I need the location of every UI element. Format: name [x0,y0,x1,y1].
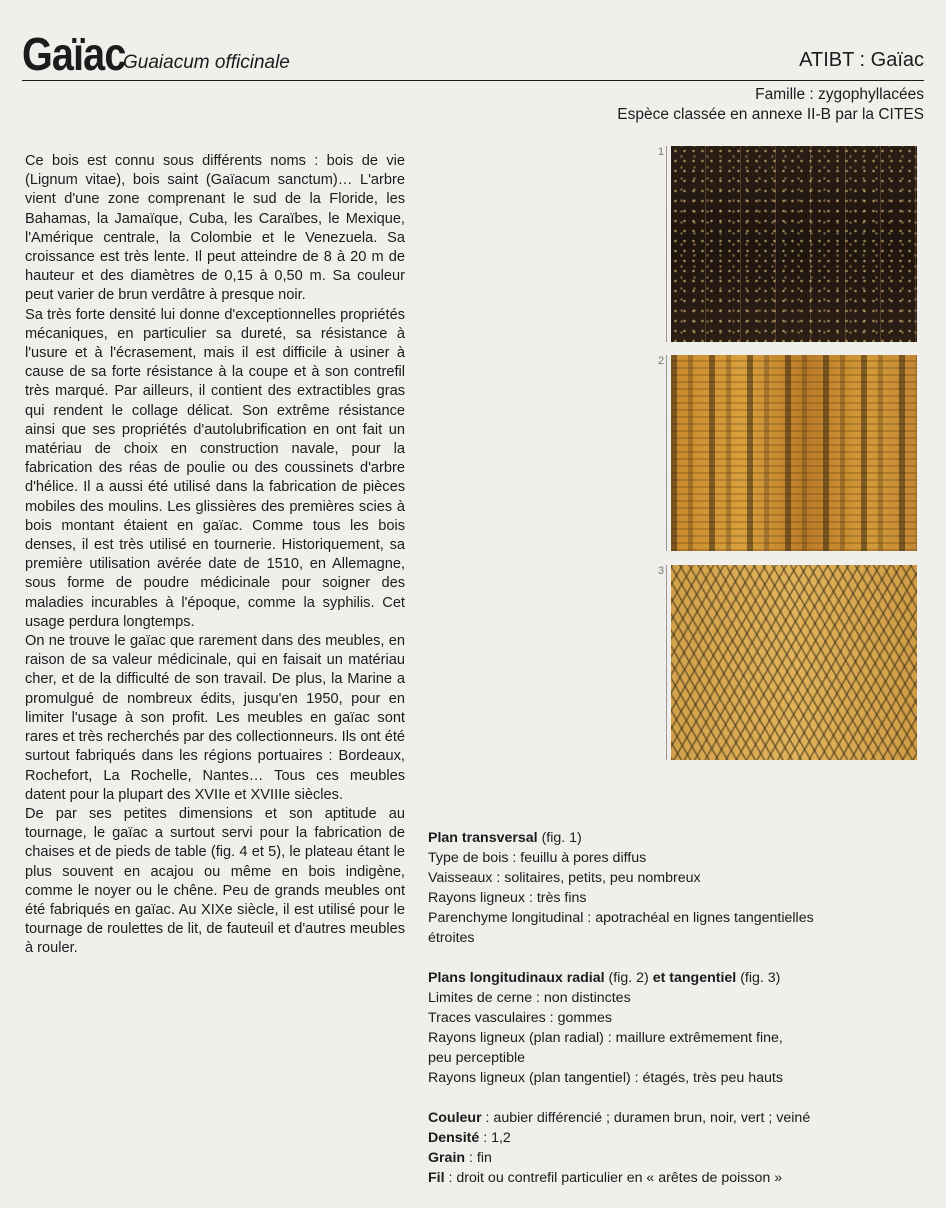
property-value: : aubier différencié ; duramen brun, noir, vert ; veiné [481,1110,811,1126]
wood-image-radial [671,355,917,551]
property-label: Densité [428,1130,480,1146]
spec-line: Rayons ligneux (plan radial) : maillure extrêmement fine, [428,1030,783,1046]
figure-number-2: 2 [658,355,665,367]
figure-ref: (fig. 2) [604,970,653,986]
paragraph-3: On ne trouve le gaïac que rarement dans des meubles, en raison de sa valeur médicinale, qui en faisait un matériau cher, et de la difficulté de son travail. De plus, la Marine a promulgué de nombreux édits, jusqu'en 1950, pour en limiter l'usage à son profit. Les meubles en gaïac sont rares et très recherchés par des collectionneurs. Ils ont été surtout fabriqués dans les régions portuaires : Bordeaux, Rochefort, La Rochelle, Nantes… Tous ces meubles datent pour la plupart des XVIIe et XVIIIe siècles. [25,633,405,803]
species-meta [617,85,924,125]
spec-line: Rayons ligneux : très fins [428,890,587,906]
property-grain [428,1148,788,1168]
property-value: : droit ou contrefil particulier en « arêtes de poisson » [444,1170,783,1186]
spec-line: Parenchyme longitudinal : apotrachéal en lignes tangentielles [428,910,814,926]
heading-bold: Plans longitudinaux radial [428,970,605,986]
property-densite [428,1128,788,1148]
summary-properties-block [428,1108,811,1188]
spec-line: Limites de cerne : non distinctes [428,990,631,1006]
spec-line: Traces vasculaires : gommes [428,1010,612,1026]
heading-bold: Plan transversal [428,830,538,846]
figure-number-1: 1 [658,146,665,158]
heading-bold: et tangentiel [652,970,737,986]
atibt-name: ATIBT : Gaïac [799,49,924,71]
property-label: Fil [428,1170,445,1186]
paragraph-1: Ce bois est connu sous différents noms : bois de vie (Lignum vitae), bois saint (Gaïacum sanctum)… L'arbre vient d'une zone comprenant le sud de la Floride, les Bahamas, la Jamaïque, Cuba, les Caraïbes, le Mexique, l'Amérique centrale, la Colombie et le Venezuela. Sa croissance est très lente. Il peut atteindre de 8 à 20 m de hauteur et des diamètres de 0,15 à 0,50 m. Sa couleur peut varier de brun verdâtre à presque noir. [25,153,405,304]
figure-number-3: 3 [658,565,665,577]
property-couleur [428,1108,811,1128]
property-fil [428,1168,788,1188]
wood-image-transverse [671,146,917,342]
wood-properties [428,828,814,1208]
spec-line: Vaisseaux : solitaires, petits, peu nombreux [428,870,701,886]
figure-ref: (fig. 3) [736,970,781,986]
figure-ref: (fig. 1) [537,830,582,846]
spec-line: peu perceptible [428,1050,526,1066]
property-value: : 1,2 [479,1130,511,1146]
page-header [22,30,924,81]
property-label: Grain [428,1150,466,1166]
plan-transversal-block [428,828,814,948]
cites-label: Espèce classée en annexe II-B par la CITES [617,106,924,123]
wood-image-tangential [671,565,917,760]
plans-longitudinaux-heading [428,968,788,988]
figure-divider-1 [666,146,667,342]
plan-transversal-heading [428,828,788,848]
property-value: : fin [465,1150,492,1166]
figure-divider-2 [666,355,667,551]
property-label: Couleur [428,1110,482,1126]
spec-line: Type de bois : feuillu à pores diffus [428,850,647,866]
family-label: Famille : zygophyllacées [755,86,924,103]
paragraph-4: De par ses petites dimensions et son aptitude au tournage, le gaïac a surtout servi pour la fabrication de chaises et de pieds de table (fig. 4 et 5), le plateau étant le plus souvent en acajou ou même en bois indigène, comme le noyer ou le chêne. Peu de grands meubles ont été fabriqués en gaïac. Au XIXe siècle, il est utilisé pour le tournage de roulettes de lit, de fauteuil et d'autres meubles à rouler. [25,805,405,957]
figure-divider-3 [666,565,667,760]
scientific-name: Guaiacum officinale [123,52,290,73]
page-title: Gaïac [22,28,126,80]
paragraph-2: Sa très forte densité lui donne d'exceptionnelles propriétés mécaniques, en particulier sa dureté, sa résistance à l'usure et à l'écrasement, mais il est difficile à usiner à cause de sa forte résistance à la coupe et à son contrefil très marqué. Par ailleurs, il contient des extractibles gras qui rendent le collage délicat. Son extrême résistance ainsi que ses propriétés d'autolubrification en ont fait un matériau de choix en construction navale, pour la fabrication des réas de poulie ou des coussinets d'arbre d'hélice. Il a aussi été utilisé dans la fabrication de pièces mobiles des moulins. Les glissières des premières scies à bois montant étaient en gaïac. Comme tous les bois denses, il est très utilisé en tournerie. Historiquement, sa première utilisation avérée date de 1510, en Allemagne, sous forme de poudre médicinale pour soigner des maladies incurables à l'époque, comme la syphilis. Cet usage perdura longtemps. [25,306,405,630]
spec-line: étroites [428,930,475,946]
description-text [25,152,405,959]
spec-line: Rayons ligneux (plan tangentiel) : étagés, très peu hauts [428,1070,783,1086]
plans-longitudinaux-block [428,968,788,1088]
